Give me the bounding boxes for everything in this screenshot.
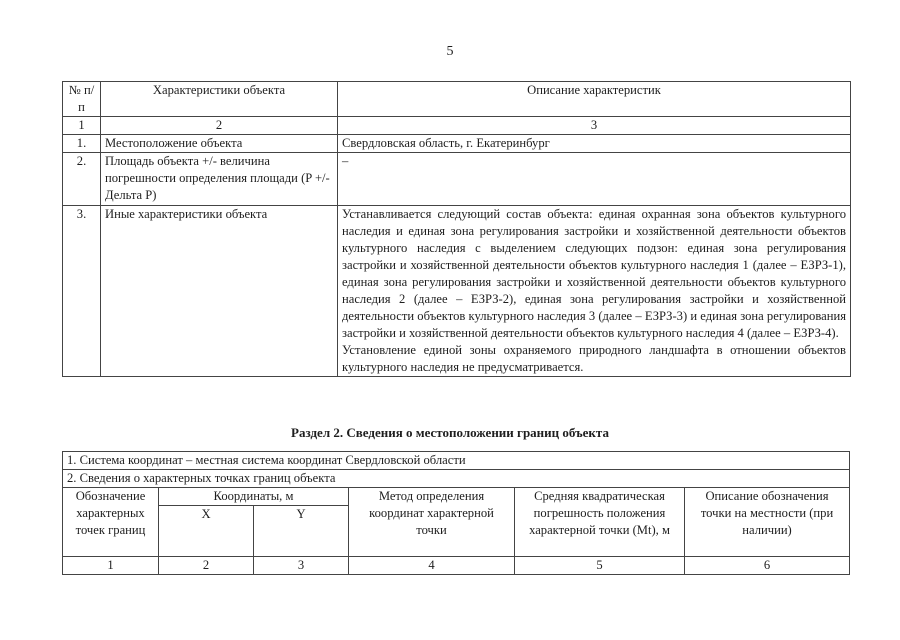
row-description-cell [338, 206, 851, 377]
colnum-6: 6 [685, 557, 850, 575]
header-number: № п/п [63, 82, 101, 117]
boundary-points-table [62, 451, 850, 575]
object-characteristics-table [62, 81, 851, 377]
header-x: X [159, 506, 254, 557]
row-number: 2. [63, 153, 101, 206]
header-coordinates: Координаты, м [159, 488, 349, 506]
colnum-1: 1 [63, 557, 159, 575]
colnum-3: 3 [338, 117, 851, 135]
table1-colnum-row [63, 117, 851, 135]
row-characteristic: Площадь объекта +/- величина погрешности определения площади (P +/- Дельта P) [101, 153, 338, 206]
table2-colnum-row [63, 557, 850, 575]
colnum-1: 1 [63, 117, 101, 135]
points-info-row [63, 470, 850, 488]
row-number: 3. [63, 206, 101, 377]
coordinate-system-row [63, 452, 850, 470]
header-characteristics: Характеристики объекта [101, 82, 338, 117]
header-method: Метод определения координат характерной точки [349, 488, 515, 557]
colnum-4: 4 [349, 557, 515, 575]
table1-header-row [63, 82, 851, 117]
row-characteristic: Иные характеристики объекта [101, 206, 338, 377]
points-info-text: 2. Сведения о характерных точках границ объекта [63, 470, 850, 488]
coordinate-system-text: 1. Система координат – местная система координат Свердловской области [63, 452, 850, 470]
header-designation: Обозначение характерных точек границ [63, 488, 159, 557]
colnum-2: 2 [159, 557, 254, 575]
table2-header-row [63, 488, 850, 506]
header-error: Средняя квадратическая погрешность положения характерной точки (Mt), м [515, 488, 685, 557]
header-y: Y [254, 506, 349, 557]
table-row [63, 206, 851, 377]
colnum-2: 2 [101, 117, 338, 135]
header-point-description: Описание обозначения точки на местности (при наличии) [685, 488, 850, 557]
colnum-5: 5 [515, 557, 685, 575]
row-description: Свердловская область, г. Екатеринбург [338, 135, 851, 153]
row-description: – [338, 153, 851, 206]
row-description: Устанавливается следующий состав объекта: единая охранная зона объектов культурного наследия и единая зона регулирования застройки и хозяйственной деятельности объектов культурного наследия с выделением следующих подзон: единая зона регулирования застройки и хозяйственной деятельности объектов культурного наследия 1 (далее – ЕЗРЗ-1), единая зона регулирования застройки и хозяйственной деятельности объектов культурного наследия 2 (далее – ЕЗРЗ-2), единая зона регулирования застройки и хозяйственной деятельности объектов культурного наследия 3 (далее – ЕЗРЗ-3) и единая зона регулирования застройки и хозяйственной деятельности объектов культурного наследия 4 (далее – ЕЗРЗ-4). [342, 207, 846, 340]
row-number: 1. [63, 135, 101, 153]
section-title: Раздел 2. Сведения о местоположении границ объекта [291, 425, 609, 440]
row-description-extra: Установление единой зоны охраняемого природного ландшафта в отношении объектов культурного наследия не предусматривается. [342, 343, 846, 374]
row-characteristic: Местоположение объекта [101, 135, 338, 153]
table-row [63, 153, 851, 206]
colnum-3: 3 [254, 557, 349, 575]
page-number: 5 [446, 44, 454, 59]
table-row [63, 135, 851, 153]
header-description: Описание характеристик [338, 82, 851, 117]
